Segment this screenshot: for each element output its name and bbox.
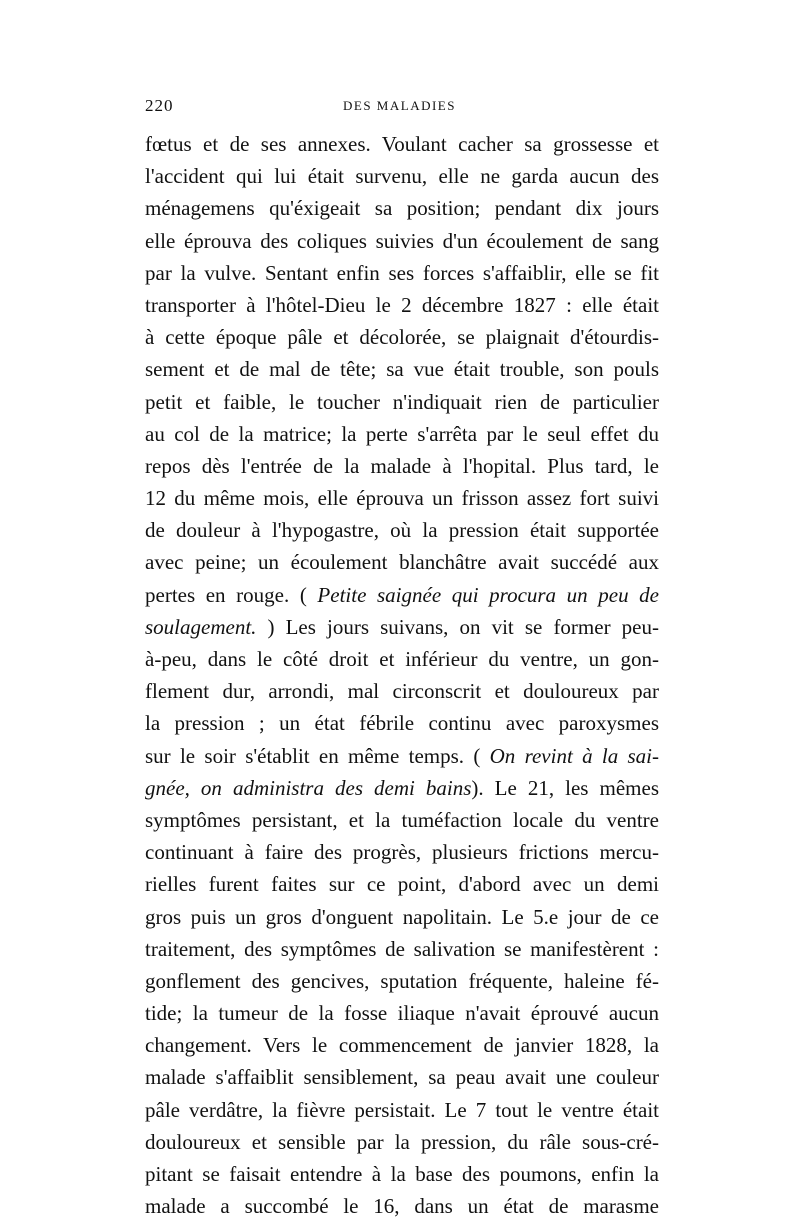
text-line [145,514,659,546]
text-segment: sement et de mal de tête; sa vue était trouble, son pouls [145,357,659,382]
text-line [145,128,659,160]
text-segment: flement dur, arrondi, mal circonscrit et douloureux par [145,679,659,704]
italic-text-segment: soulagement. [145,614,257,639]
text-segment: l'accident qui lui était survenu, elle ne garda aucun des [145,164,659,189]
text-segment: au col de la matrice; la perte s'arrêta par le seul effet du [145,421,659,446]
text-segment: symptômes persistant, et la tuméfaction locale du ventre [145,807,659,832]
text-line [145,707,659,739]
text-segment: pâle verdâtre, la fièvre persistait. Le 7 tout le ventre était [145,1097,659,1122]
text-line [145,965,659,997]
text-segment: ) Les jours suivans, on vit se former peu- [256,614,659,639]
italic-text-segment: On revint à la sai- [489,743,659,768]
text-line [145,997,659,1029]
text-line [145,643,659,675]
text-segment: tide; la tumeur de la fosse iliaque n'avait éprouvé aucun [145,1001,659,1026]
text-segment: 12 du même mois, elle éprouva un frisson assez fort suivi [145,486,659,511]
text-segment: continuant à faire des progrès, plusieurs frictions mercu- [145,840,659,865]
text-segment: malade a succombé le 16, dans un état de marasme [145,1194,659,1219]
text-segment: par la vulve. Sentant enfin ses forces s'affaiblir, elle se fit [145,260,659,285]
text-line [145,482,659,514]
text-line [145,836,659,868]
page-number: 220 [145,96,174,115]
text-line [145,192,659,224]
text-line [145,353,659,385]
text-line [145,1061,659,1093]
text-segment: à-peu, dans le côté droit et inférieur du ventre, un gon- [145,647,659,671]
text-line [145,804,659,836]
text-line [145,225,659,257]
text-line [145,579,659,611]
text-line [145,740,659,772]
text-line [145,257,659,289]
text-line [145,901,659,933]
text-line [145,772,659,804]
text-line [145,868,659,900]
running-head [145,96,659,120]
text-segment: malade s'affaiblit sensiblement, sa peau avait une couleur [145,1065,659,1090]
text-segment: pitant se faisait entendre à la base des poumons, enfin la [145,1162,659,1186]
text-line [145,321,659,353]
text-line [145,1094,659,1126]
text-segment: la pression ; un état fébrile continu avec paroxysmes [145,711,659,736]
text-segment: de douleur à l'hypogastre, où la pression était supportée [145,518,659,543]
italic-text-segment: gnée, on administra des demi bains [145,775,472,800]
text-line [145,289,659,321]
text-line [145,1126,659,1158]
text-line [145,675,659,707]
text-segment: ménagemens qu'éxigeait sa position; pendant dix jours [145,196,659,221]
text-line [145,1029,659,1061]
text-line [145,386,659,418]
text-line [145,546,659,578]
text-segment: elle éprouva des coliques suivies d'un écoulement de sang [145,228,659,253]
text-line [145,611,659,643]
text-segment: pertes en rouge. ( [145,582,318,607]
text-segment: petit et faible, le toucher n'indiquait rien de particulier [145,389,659,414]
text-segment: sur le soir s'établit en même temps. ( [145,743,490,768]
text-segment: douloureux et sensible par la pression, du râle sous-cré- [145,1129,659,1154]
text-segment: repos dès l'entrée de la malade à l'hopital. Plus tard, le [145,453,659,478]
text-segment: changement. Vers le commencement de janvier 1828, la [145,1033,659,1058]
text-line [145,1190,659,1222]
text-segment: avec peine; un écoulement blanchâtre avait succédé aux [145,550,659,575]
text-segment: à cette époque pâle et décolorée, se plaignait d'étourdis- [145,325,659,350]
text-segment: traitement, des symptômes de salivation se manifestèrent : [145,936,659,961]
text-segment: gros puis un gros d'onguent napolitain. Le 5.e jour de ce [145,904,659,929]
running-title: DES MALADIES [343,98,456,113]
text-line [145,450,659,482]
text-segment: rielles furent faites sur ce point, d'abord avec un demi [145,872,659,897]
italic-text-segment: Petite saignée qui procura un peu de [317,582,659,607]
text-segment: transporter à l'hôtel-Dieu le 2 décembre 1827 : elle était [145,292,659,317]
text-line [145,1158,659,1190]
text-line [145,933,659,965]
text-segment: fœtus et de ses annexes. Voulant cacher sa grossesse et [145,132,659,156]
text-segment: ). Le 21, les mêmes [471,775,659,800]
text-line [145,418,659,450]
text-segment: gonflement des gencives, sputation fréquente, haleine fé- [145,968,659,993]
text-line [145,160,659,192]
body-text [145,128,659,1222]
